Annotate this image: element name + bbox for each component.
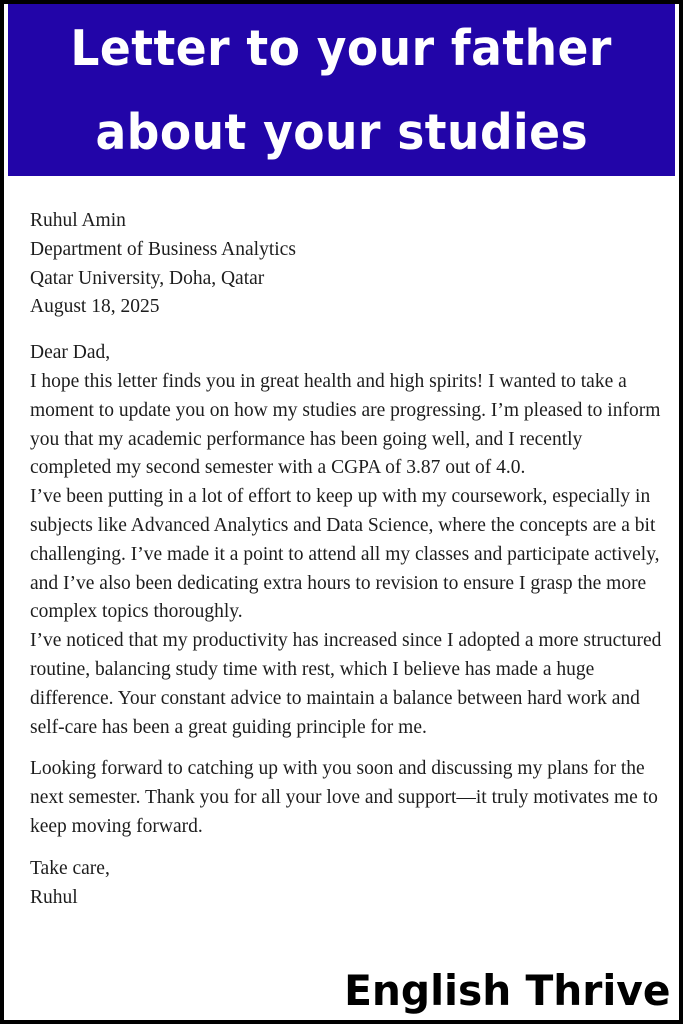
- sender-address-block: [30, 207, 663, 322]
- paragraph-2: I’ve been putting in a lot of effort to keep up with my coursework, especially in subjects like Advanced Analytics and Data Science, where the concepts are a bit challenging. I’ve made it a point to attend all my classes and participate actively, and I’ve also been dedicating extra hours to revision to ensure I grasp the more complex topics thoroughly.: [30, 486, 660, 623]
- letter-date: August 18, 2025: [30, 296, 160, 318]
- closing-phrase: Take care,: [30, 857, 110, 879]
- sender-institution: Qatar University, Doha, Qatar: [30, 267, 265, 289]
- banner-title-line-1: Letter to your father: [70, 20, 613, 77]
- brand-wordmark: English Thrive: [343, 966, 670, 1015]
- salutation: Dear Dad,: [30, 342, 111, 364]
- sender-name: Ruhul Amin: [30, 210, 126, 231]
- sender-department: Department of Business Analytics: [30, 238, 296, 260]
- banner-title-line-2: about your studies: [95, 104, 588, 161]
- paragraph-3: I’ve noticed that my productivity has increased since I adopted a more structured routine, balancing study time with rest, which I believe has made a huge difference. Your constant advice to maintain a balance between hard work and self-care has been a great guiding principle for me.: [30, 630, 662, 738]
- title-banner: [8, 4, 675, 176]
- signature-name: Ruhul: [30, 886, 78, 908]
- paragraph-4: Looking forward to catching up with you soon and discussing my plans for the next semester. Thank you for all your love and support—it truly motivates me to keep moving forward.: [30, 758, 658, 837]
- paragraph-1: I hope this letter finds you in great health and high spirits! I wanted to take a moment to update you on how my studies are progressing. I’m pleased to inform you that my academic performance has been going well, and I recently completed my second semester with a CGPA of 3.87 out of 4.0.: [30, 370, 661, 479]
- closing-block: [30, 855, 663, 913]
- letter-body: [8, 176, 675, 1016]
